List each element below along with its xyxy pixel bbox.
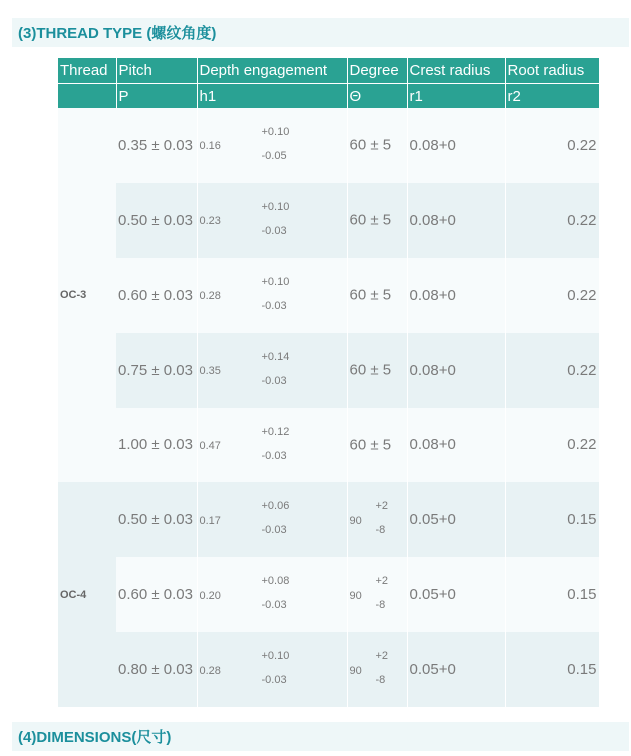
degree-cell — [347, 258, 407, 333]
col-header-root: Root radius — [505, 58, 599, 84]
degree-cell — [347, 183, 407, 258]
depth-lower-tolerance: -0.03 — [261, 374, 287, 387]
degree-upper-tolerance: +2 — [375, 500, 389, 513]
pitch-cell: 0.50 ± 0.03 — [116, 482, 197, 557]
table-row — [58, 333, 599, 408]
crest-radius-cell: 0.08+0 — [407, 333, 505, 408]
col-symbol-thread — [58, 84, 116, 109]
col-symbol-depth: h1 — [197, 84, 347, 109]
crest-radius-cell: 0.08+0 — [407, 183, 505, 258]
root-radius-cell: 0.22 — [505, 258, 599, 333]
degree-lower-tolerance: -8 — [375, 674, 386, 687]
root-radius-cell: 0.15 — [505, 557, 599, 632]
crest-radius-cell: 0.05+0 — [407, 482, 505, 557]
depth-upper-tolerance: +0.10 — [261, 126, 290, 138]
depth-lower-tolerance: -0.03 — [261, 674, 287, 687]
table-row — [58, 258, 599, 333]
table-row — [58, 408, 599, 483]
col-symbol-crest: r1 — [407, 84, 505, 109]
pitch-cell: 0.80 ± 0.03 — [116, 632, 197, 707]
col-header-degree: Degree — [347, 58, 407, 84]
root-radius-cell: 0.22 — [505, 333, 599, 408]
depth-cell — [197, 632, 347, 707]
section-title: (3)THREAD TYPE (螺纹角度) — [18, 25, 217, 42]
table-row — [58, 482, 599, 557]
depth-cell — [197, 108, 347, 183]
symbol-row — [58, 84, 599, 109]
thread-type-table — [58, 58, 600, 707]
degree-cell — [347, 482, 407, 557]
depth-cell — [197, 333, 347, 408]
section-heading-dimensions — [12, 722, 629, 751]
degree-base: 90 — [349, 515, 362, 528]
depth-cell — [197, 183, 347, 258]
root-radius-cell: 0.22 — [505, 108, 599, 183]
root-radius-cell: 0.15 — [505, 482, 599, 557]
table-row — [58, 108, 599, 183]
pitch-cell: 0.75 ± 0.03 — [116, 333, 197, 408]
table-row — [58, 632, 599, 707]
pitch-cell: 0.35 ± 0.03 — [116, 108, 197, 183]
col-symbol-pitch: P — [116, 84, 197, 109]
root-radius-cell: 0.22 — [505, 183, 599, 258]
depth-upper-tolerance: +0.10 — [261, 200, 290, 213]
crest-radius-cell: 0.05+0 — [407, 632, 505, 707]
depth-upper-tolerance: +0.12 — [261, 425, 290, 438]
degree-cell — [347, 408, 407, 483]
depth-cell — [197, 258, 347, 333]
table-row — [58, 557, 599, 632]
depth-base: 0.17 — [199, 515, 221, 528]
depth-lower-tolerance: -0.03 — [261, 449, 287, 462]
degree-lower-tolerance: -8 — [375, 524, 386, 537]
col-header-thread: Thread — [58, 58, 116, 84]
col-header-crest: Crest radius — [407, 58, 505, 84]
degree-cell — [347, 557, 407, 632]
depth-base: 0.35 — [199, 365, 221, 378]
col-header-depth: Depth engagement — [197, 58, 347, 84]
depth-cell — [197, 408, 347, 483]
depth-upper-tolerance: +0.06 — [261, 500, 290, 513]
thread-group-label: OC-4 — [58, 482, 116, 707]
header-row — [58, 58, 599, 84]
depth-lower-tolerance: -0.03 — [261, 224, 287, 237]
root-radius-cell: 0.15 — [505, 632, 599, 707]
depth-base: 0.47 — [199, 440, 221, 453]
degree-value: 60 ± 5 — [349, 211, 392, 229]
col-symbol-degree: Θ — [347, 84, 407, 109]
degree-upper-tolerance: +2 — [375, 575, 389, 588]
crest-radius-cell: 0.08+0 — [407, 408, 505, 483]
col-header-pitch: Pitch — [116, 58, 197, 84]
depth-lower-tolerance: -0.03 — [261, 599, 287, 612]
table-row — [58, 183, 599, 258]
depth-base: 0.28 — [199, 664, 221, 677]
degree-upper-tolerance: +2 — [375, 650, 389, 663]
crest-radius-cell: 0.08+0 — [407, 108, 505, 183]
depth-lower-tolerance: -0.03 — [261, 299, 287, 312]
degree-lower-tolerance: -8 — [375, 599, 386, 612]
depth-base: 0.28 — [199, 290, 221, 303]
degree-cell — [347, 108, 407, 183]
root-radius-cell: 0.22 — [505, 408, 599, 483]
degree-base: 90 — [349, 589, 362, 602]
depth-base: 0.20 — [199, 589, 221, 602]
degree-value: 60 ± 5 — [349, 286, 392, 304]
depth-lower-tolerance: -0.03 — [261, 524, 287, 537]
pitch-cell: 0.60 ± 0.03 — [116, 258, 197, 333]
degree-base: 90 — [349, 664, 362, 677]
pitch-cell: 1.00 ± 0.03 — [116, 408, 197, 483]
thread-group-label: OC-3 — [58, 108, 116, 482]
depth-upper-tolerance: +0.10 — [261, 275, 290, 288]
pitch-cell: 0.50 ± 0.03 — [116, 183, 197, 258]
depth-upper-tolerance: +0.08 — [261, 575, 290, 588]
depth-lower-tolerance: -0.05 — [261, 150, 287, 162]
section-heading-thread-type — [12, 18, 629, 47]
degree-cell — [347, 333, 407, 408]
depth-base: 0.23 — [199, 215, 221, 228]
crest-radius-cell: 0.08+0 — [407, 258, 505, 333]
degree-value: 60 ± 5 — [349, 136, 392, 154]
crest-radius-cell: 0.05+0 — [407, 557, 505, 632]
pitch-cell: 0.60 ± 0.03 — [116, 557, 197, 632]
degree-value: 60 ± 5 — [349, 361, 392, 379]
col-symbol-root: r2 — [505, 84, 599, 109]
depth-upper-tolerance: +0.10 — [261, 650, 290, 663]
depth-cell — [197, 557, 347, 632]
degree-value: 60 ± 5 — [349, 436, 392, 454]
depth-cell — [197, 482, 347, 557]
depth-base: 0.16 — [199, 140, 221, 153]
depth-upper-tolerance: +0.14 — [261, 350, 290, 363]
degree-cell — [347, 632, 407, 707]
section-title: (4)DIMENSIONS(尺寸) — [18, 729, 172, 746]
